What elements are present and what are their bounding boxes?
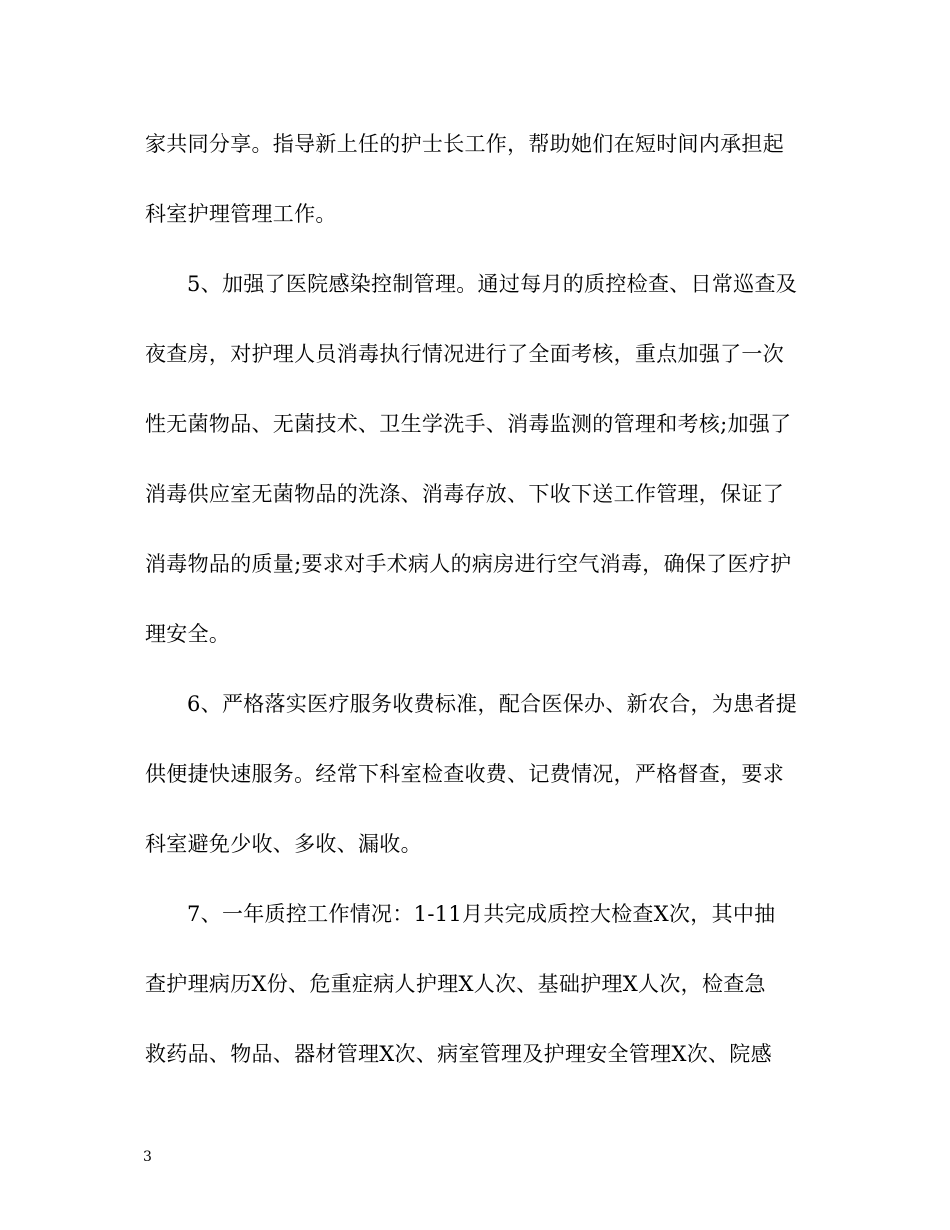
paragraph-start-line: 7、一年质控工作情况：1-11月共完成质控大检查X次，其中抽 — [187, 902, 776, 926]
text-line: 科室护理管理工作。 — [145, 202, 337, 226]
text-line: 夜查房，对护理人员消毒执行情况进行了全面考核，重点加强了一次 — [145, 342, 784, 366]
text-line: 消毒供应室无菌物品的洗涤、消毒存放、下收下送工作管理，保证了 — [145, 482, 784, 506]
paragraph-start-line: 6、严格落实医疗服务收费标准，配合医保办、新农合，为患者提 — [187, 692, 798, 716]
text-line: 供便捷快速服务。经常下科室检查收费、记费情况，严格督查，要求 — [145, 762, 784, 786]
text-line: 查护理病历X份、危重症病人护理X人次、基础护理X人次，检查急 — [145, 972, 766, 996]
text-line: 救药品、物品、器材管理X次、病室管理及护理安全管理X次、院感 — [145, 1042, 772, 1066]
text-line: 科室避免少收、多收、漏收。 — [145, 832, 422, 856]
text-line: 性无菌物品、无菌技术、卫生学洗手、消毒监测的管理和考核;加强了 — [145, 412, 792, 436]
text-line: 理安全。 — [145, 622, 231, 646]
text-line: 家共同分享。指导新上任的护士长工作，帮助她们在短时间内承担起 — [145, 132, 784, 156]
text-line: 消毒物品的质量;要求对手术病人的病房进行空气消毒，确保了医疗护 — [145, 552, 792, 576]
page-number: 3 — [143, 1149, 152, 1165]
paragraph-start-line: 5、加强了医院感染控制管理。通过每月的质控检查、日常巡查及 — [187, 272, 798, 296]
